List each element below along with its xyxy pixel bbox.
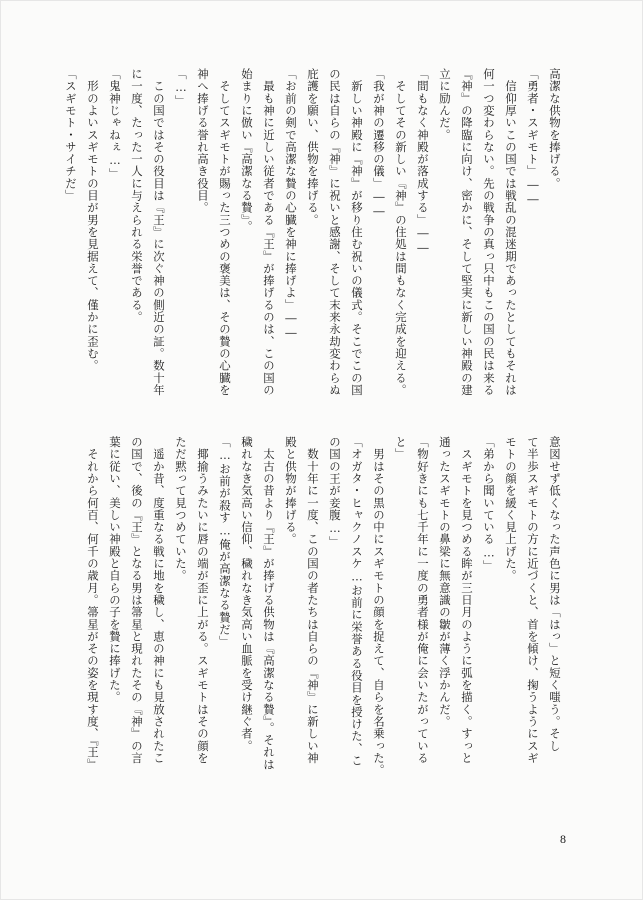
text-line: 高潔な供物を捧げる。: [548, 68, 562, 190]
text-line: 「鬼神じゃねぇ…」: [108, 68, 122, 180]
text-line: 意図せず低くなった声色に男は「はっ」と短く嗤う。そし: [548, 436, 562, 752]
lower-text-block: [86, 436, 566, 836]
text-line: 「勇者・スギモト」――: [526, 68, 540, 207]
text-line: 穢れなき気高い信仰、穢れなき気高い血脈を受け継ぐ者。: [240, 436, 254, 752]
text-line: 殿と供物が捧げる。: [284, 436, 298, 546]
text-line: の民は自らの『神』に祝いと感謝、そして末来永劫変わらぬ: [328, 68, 342, 397]
text-line: 『神』の降臨に向け、密かに、そして堅実に新しい神殿の建: [460, 68, 474, 397]
upper-text-block: [64, 68, 566, 468]
text-line: 神へ捧げる誉れ高き役目。: [196, 68, 210, 214]
text-line: 庇護を願い、供物を捧げる。: [306, 68, 320, 226]
text-line: スギモトを見つめる眸が三日月のように弧を描く。すっと: [460, 436, 474, 765]
text-line: 形のよいスギモトの目が男を見据えて、僅かに歪む。: [86, 68, 100, 372]
text-line: 遥か昔、度重なる戦に地を穢し、恵の神にも見放されたこ: [152, 436, 166, 765]
text-line: 「スギモト・サイチだ」: [64, 68, 78, 202]
text-line: この国ではその役目は『王』に次ぐ神の側近の証。数十年: [152, 68, 166, 397]
text-line: ただ黙って見つめていた。: [174, 436, 188, 582]
text-line: 新しい神殿に『神』が移り住む祝いの儀式。そこでこの国: [350, 68, 364, 397]
text-line: に一度、たった一人に与えられる栄誉である。: [130, 68, 144, 324]
text-line: 「…お前が殺す…俺が高潔なる贄だ」: [218, 436, 232, 648]
text-line: 何一つ変わらない。先の戦争の真っ只中もこの国の民は来る: [482, 68, 496, 397]
text-line: 「…」: [174, 68, 188, 108]
text-line: 数十年に一度、この国の者たちは自らの『神』に新しい神: [306, 436, 320, 765]
text-line: 「弟から聞いている…」: [482, 436, 496, 573]
text-line: それから何百、何千の歳月。箒星がその姿を現す度、『王』: [86, 436, 100, 771]
text-line: モトの顔を緩く見上げた。: [504, 436, 518, 582]
text-line: 「我が神の遷移の儀」――: [372, 68, 386, 219]
text-line: の国で、後の『王』となる男は箒星と現れたその『神』の言: [130, 436, 144, 765]
text-line: 揶揄うみたいに唇の端が歪に上がる。スギモトはその顔を: [196, 436, 210, 765]
text-line: そしてスギモトが賜った三つめの褒美は、その贄の心臓を: [218, 68, 232, 397]
text-line: て半歩スギモトの方に近づくと、首を傾け、掬うようにスギ: [526, 436, 540, 765]
text-line: 葉に従い、美しい神殿と自らの子を贄に捧げた。: [108, 436, 122, 704]
text-line: 「お前の剣で高潔な贄の心臓を神に捧げよ」――: [284, 68, 298, 341]
text-line: 「オガタ・ヒャクノスケ…お前に栄誉ある役目を授けた、こ: [350, 436, 364, 767]
text-line: 信仰厚いこの国では戦乱の混迷期であったとしてもそれは: [504, 68, 518, 397]
text-line: の国の王が妾腹…」: [328, 436, 342, 548]
text-line: 太古の昔より『王』が捧げる供物は『高潔なる贄』。それは: [262, 436, 276, 771]
text-line: 「間もなく神殿が落成する」――: [416, 68, 430, 256]
text-line: 男はその黒の中にスギモトの顔を捉えて、自らを名乗った。: [372, 436, 386, 777]
text-line: そしてその新しい『神』の住処は間もなく完成を迎える。: [394, 68, 408, 397]
text-line: 始まりに倣い『高潔なる贄』。: [240, 68, 254, 233]
text-line: と」: [394, 436, 408, 461]
text-line: 「物好きにも七千年に一度の勇者様が俺に会いたがっている: [416, 436, 430, 765]
text-line: 最も神に近しい従者である『王』が捧げるのは、この国の: [262, 68, 276, 397]
text-line: 立に励んだ。: [438, 68, 452, 141]
page-number: 8: [560, 832, 566, 846]
text-line: 通ったスギモトの鼻梁に無意識の皺が薄く浮かんだ。: [438, 436, 452, 728]
